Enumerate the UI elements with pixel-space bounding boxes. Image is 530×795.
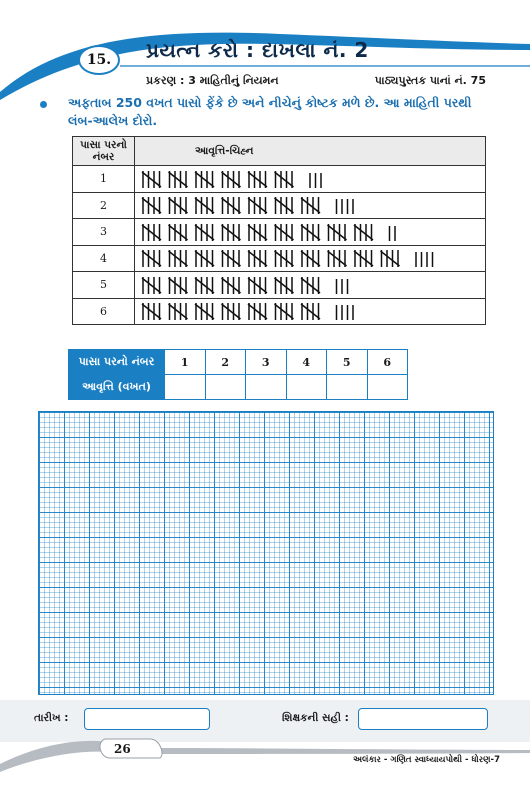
tally-group-of-five bbox=[195, 224, 214, 241]
tally-group-of-five bbox=[169, 171, 188, 188]
tally-group-of-five bbox=[354, 224, 373, 241]
tally-group-of-five bbox=[248, 277, 267, 294]
tally-header-marks: આવૃત્તિ-ચિહ્ન bbox=[135, 137, 486, 166]
tally-group-of-five bbox=[275, 171, 294, 188]
page-title: પ્રયત્ન કરો : દાખલા નં. 2 bbox=[146, 38, 369, 62]
tally-remainder bbox=[416, 252, 433, 267]
freq-face-cell: 5 bbox=[327, 350, 368, 375]
tally-marks-cell bbox=[135, 272, 486, 299]
tally-face-number: 5 bbox=[73, 272, 135, 299]
freq-face-cell: 2 bbox=[205, 350, 246, 375]
tally-group-of-five bbox=[169, 277, 188, 294]
page-number: 26 bbox=[114, 742, 131, 756]
tally-face-number: 2 bbox=[73, 192, 135, 219]
tally-group-of-five bbox=[142, 224, 161, 241]
textbook-page-label: પાઠ્યપુસ્તક પાનાં નં. 75 bbox=[374, 74, 486, 87]
tally-group-of-five bbox=[275, 197, 294, 214]
tally-marks bbox=[141, 300, 481, 322]
freq-count-input-cell[interactable] bbox=[246, 375, 287, 400]
date-label: તારીખ : bbox=[34, 712, 69, 724]
tally-face-number: 1 bbox=[73, 166, 135, 193]
tally-row bbox=[73, 272, 486, 299]
exercise-number: 15. bbox=[86, 52, 112, 68]
freq-count-input-cell[interactable] bbox=[327, 375, 368, 400]
frequency-table bbox=[68, 349, 408, 400]
tally-group-of-five bbox=[222, 171, 241, 188]
tally-marks-cell bbox=[135, 298, 486, 325]
tally-remainder bbox=[390, 226, 396, 241]
tally-group-of-five bbox=[248, 250, 267, 267]
freq-label-frequency: આવૃત્તિ (વખત) bbox=[69, 375, 165, 400]
tally-row bbox=[73, 245, 486, 272]
tally-group-of-five bbox=[195, 277, 214, 294]
freq-count-input-cell[interactable] bbox=[205, 375, 246, 400]
tally-group-of-five bbox=[301, 250, 320, 267]
tally-marks bbox=[141, 247, 481, 269]
bullet-dot bbox=[40, 101, 47, 108]
tally-group-of-five bbox=[301, 224, 320, 241]
tally-group-of-five bbox=[222, 197, 241, 214]
book-title: અલંકાર - ગણિત સ્વાધ્યાયપોથી - ધોરણ-7 bbox=[353, 755, 500, 765]
tally-group-of-five bbox=[248, 303, 267, 320]
tally-group-of-five bbox=[275, 250, 294, 267]
tally-group-of-five bbox=[301, 197, 320, 214]
tally-group-of-five bbox=[142, 303, 161, 320]
teacher-sign-field[interactable] bbox=[358, 708, 488, 730]
tally-marks bbox=[141, 274, 481, 296]
tally-row bbox=[73, 192, 486, 219]
tally-group-of-five bbox=[142, 197, 161, 214]
tally-marks-cell bbox=[135, 166, 486, 193]
tally-remainder bbox=[337, 279, 348, 294]
tally-group-of-five bbox=[301, 277, 320, 294]
tally-group-of-five bbox=[195, 171, 214, 188]
tally-group-of-five bbox=[301, 303, 320, 320]
freq-face-cell: 6 bbox=[367, 350, 408, 375]
question-text: અફતાબ 250 વખત પાસો ફેંકે છે અને નીચેનું કોષ્ટક મળે છે. આ માહિતી પરથી લંબ-આલેખ દોરો. bbox=[68, 95, 472, 128]
tally-group-of-five bbox=[248, 224, 267, 241]
tally-marks bbox=[141, 168, 481, 190]
tally-face-number: 6 bbox=[73, 298, 135, 325]
tally-marks-cell bbox=[135, 219, 486, 246]
tally-marks-cell bbox=[135, 245, 486, 272]
tally-header-face: પાસા પરનો નંબર bbox=[73, 137, 135, 166]
tally-group-of-five bbox=[222, 224, 241, 241]
tally-face-number: 4 bbox=[73, 245, 135, 272]
tally-group-of-five bbox=[169, 197, 188, 214]
freq-count-input-cell[interactable] bbox=[286, 375, 327, 400]
tally-group-of-five bbox=[248, 197, 267, 214]
tally-group-of-five bbox=[222, 250, 241, 267]
tally-remainder bbox=[310, 173, 321, 188]
teacher-sign-label: શિક્ષકની સહી : bbox=[282, 712, 349, 724]
tally-row bbox=[73, 219, 486, 246]
freq-count-input-cell[interactable] bbox=[165, 375, 206, 400]
freq-face-cell: 3 bbox=[246, 350, 287, 375]
tally-group-of-five bbox=[328, 224, 347, 241]
tally-group-of-five bbox=[222, 303, 241, 320]
freq-count-input-cell[interactable] bbox=[367, 375, 408, 400]
tally-remainder bbox=[337, 305, 354, 320]
tally-group-of-five bbox=[142, 277, 161, 294]
chapter-label: પ્રકરણ : 3 માહિતીનું નિયમન bbox=[146, 74, 279, 87]
tally-group-of-five bbox=[275, 277, 294, 294]
tally-group-of-five bbox=[275, 224, 294, 241]
tally-group-of-five bbox=[275, 303, 294, 320]
date-field[interactable] bbox=[84, 708, 210, 730]
freq-row-faces bbox=[69, 350, 408, 375]
tally-group-of-five bbox=[169, 303, 188, 320]
tally-group-of-five bbox=[248, 171, 267, 188]
tally-face-number: 3 bbox=[73, 219, 135, 246]
tally-group-of-five bbox=[142, 250, 161, 267]
freq-face-cell: 1 bbox=[165, 350, 206, 375]
tally-row bbox=[73, 298, 486, 325]
tally-marks bbox=[141, 194, 481, 216]
exercise-number-badge bbox=[78, 45, 120, 75]
tally-group-of-five bbox=[169, 250, 188, 267]
tally-table-header-row bbox=[73, 137, 486, 166]
tally-marks bbox=[141, 221, 481, 243]
tally-row bbox=[73, 166, 486, 193]
tally-table bbox=[72, 136, 486, 325]
freq-face-cell: 4 bbox=[286, 350, 327, 375]
tally-group-of-five bbox=[195, 303, 214, 320]
tally-group-of-five bbox=[195, 250, 214, 267]
tally-marks-cell bbox=[135, 192, 486, 219]
tally-group-of-five bbox=[195, 197, 214, 214]
tally-remainder bbox=[337, 199, 354, 214]
freq-row-counts bbox=[69, 375, 408, 400]
tally-group-of-five bbox=[328, 250, 347, 267]
graph-paper[interactable] bbox=[38, 411, 494, 695]
freq-label-face: પાસા પરનો નંબર bbox=[69, 350, 165, 375]
tally-group-of-five bbox=[222, 277, 241, 294]
tally-group-of-five bbox=[142, 171, 161, 188]
tally-group-of-five bbox=[381, 250, 400, 267]
footer-swoosh bbox=[0, 734, 530, 774]
tally-group-of-five bbox=[354, 250, 373, 267]
tally-group-of-five bbox=[169, 224, 188, 241]
